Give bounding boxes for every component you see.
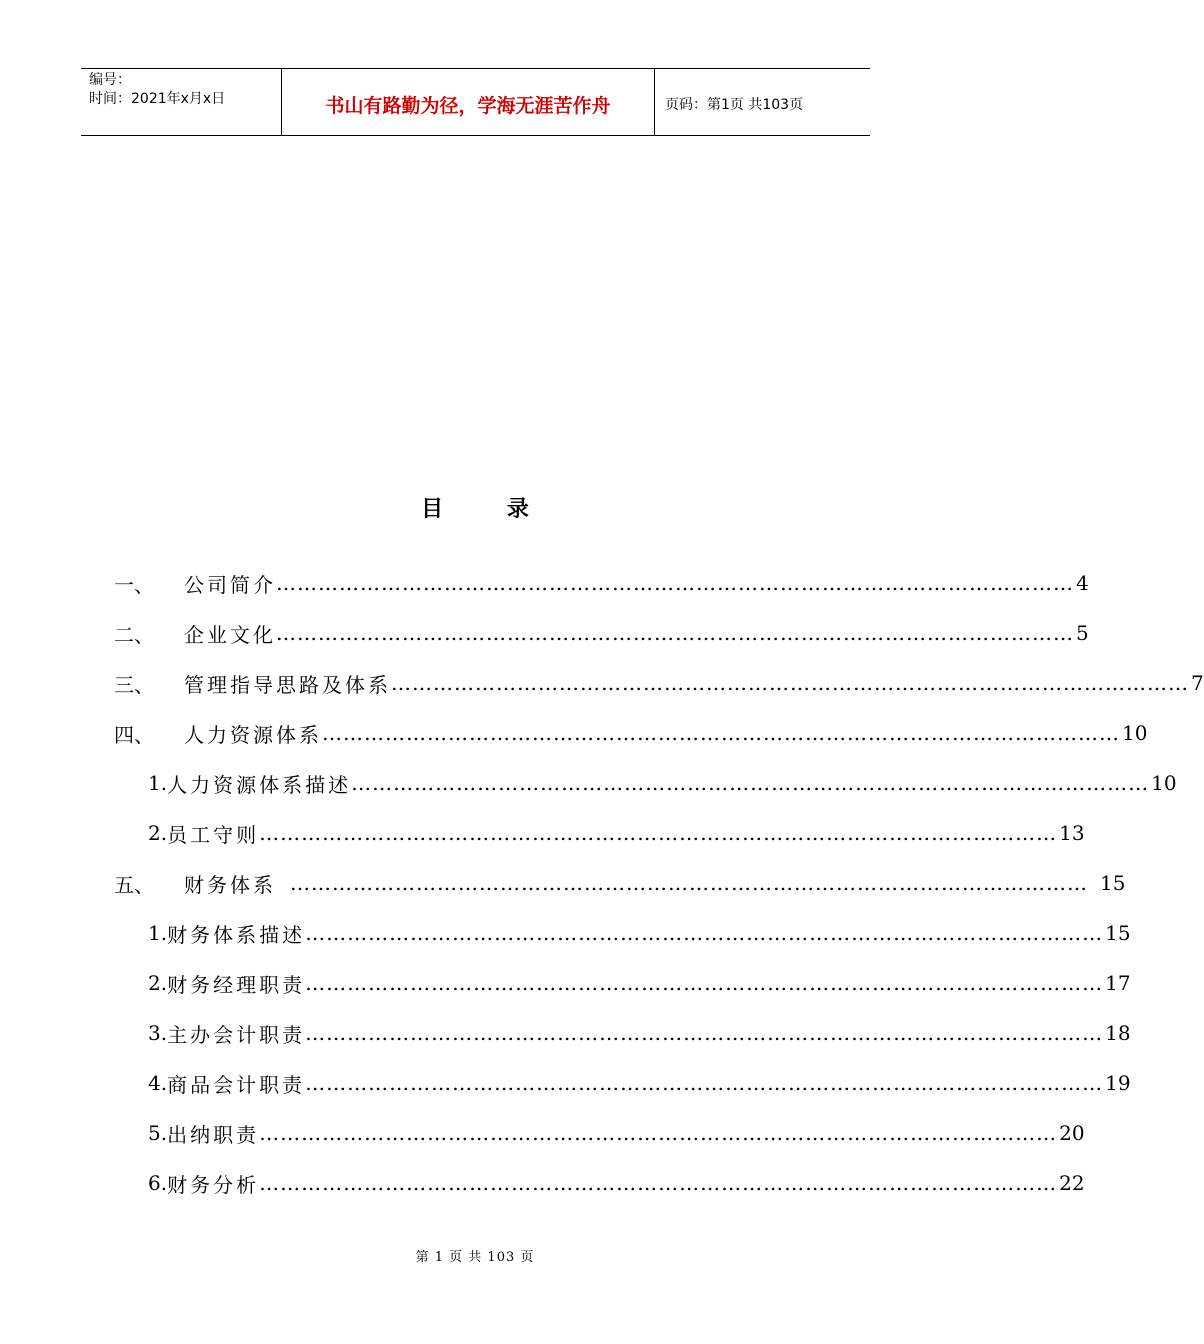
toc-entry-leader: …………………………………………………………………………………………………… — [259, 1121, 1058, 1145]
page-header — [81, 68, 870, 136]
toc-entry-number: 五、 — [114, 872, 154, 897]
toc-entry-leader: …………………………………………………………………………………………………… — [259, 821, 1058, 845]
toc-entry-label: 财务体系描述 — [167, 922, 306, 947]
toc-entry-page: 20 — [1059, 1121, 1085, 1145]
toc-entry-label: 员工守则 — [167, 822, 260, 847]
toc-entry-number: 3. — [148, 1021, 168, 1045]
toc-entry-number: 1. — [148, 771, 168, 795]
toc-entry-page: 22 — [1059, 1171, 1085, 1195]
toc-entry-leader: …………………………………………………………………………………………………… — [276, 621, 1074, 645]
toc-entry-number: 一、 — [114, 572, 154, 597]
toc-subentry[interactable] — [148, 1068, 1131, 1098]
toc-subentry[interactable] — [148, 968, 1131, 998]
toc-entry-number: 四、 — [114, 722, 154, 747]
toc-entry-page: 15 — [1105, 921, 1131, 945]
toc-subentry[interactable] — [148, 1018, 1131, 1048]
toc-entry-leader: …………………………………………………………………………………………………… — [391, 671, 1189, 695]
toc-entry-number: 三、 — [114, 672, 154, 697]
toc-entry-leader: …………………………………………………………………………………………………… — [305, 1071, 1104, 1095]
toc-entry-number: 2. — [148, 821, 168, 845]
header-page-info: 页码：第1页 共103页 — [665, 97, 804, 113]
toc-entry-label: 管理指导思路及体系 — [184, 672, 391, 697]
toc-entry-number: 1. — [148, 921, 168, 945]
toc-entry-leader: …………………………………………………………………………………………………… — [351, 771, 1150, 795]
toc-entry-page: 15 — [1100, 871, 1126, 895]
toc-subentry[interactable] — [148, 1118, 1085, 1148]
toc-subentry[interactable] — [148, 1168, 1085, 1198]
toc-entry-number: 4. — [148, 1071, 168, 1095]
toc-title: 目 录 — [421, 496, 557, 522]
toc-entry-number: 5. — [148, 1121, 168, 1145]
toc-entry-leader: …………………………………………………………………………………………………… — [305, 921, 1104, 945]
toc-subentry[interactable] — [148, 768, 1177, 798]
toc-entry-leader: …………………………………………………………………………………………………… — [276, 571, 1074, 595]
toc-entry-label: 出纳职责 — [167, 1122, 260, 1147]
toc-entry-page: 18 — [1105, 1021, 1131, 1045]
toc-entry-page: 13 — [1059, 821, 1085, 845]
toc-entry-number: 二、 — [114, 622, 154, 647]
page-footer: 第 1 页 共 103 页 — [415, 1250, 535, 1265]
toc-entry-page: 19 — [1105, 1071, 1131, 1095]
toc-subentry[interactable] — [148, 818, 1085, 848]
toc-entry[interactable] — [114, 668, 1204, 698]
header-motto: 书山有路勤为径，学海无涯苦作舟 — [282, 69, 655, 135]
toc-entry[interactable] — [114, 618, 1089, 648]
toc-entry[interactable] — [114, 568, 1089, 598]
toc-entry-label: 财务经理职责 — [167, 972, 306, 997]
toc-entry-number: 6. — [148, 1171, 168, 1195]
toc-entry-label: 人力资源体系 — [184, 722, 322, 747]
toc-entry-page: 17 — [1105, 971, 1131, 995]
toc-entry-page: 5 — [1076, 621, 1089, 645]
toc-entry-label: 主办会计职责 — [167, 1022, 306, 1047]
document-time-label: 时间：2021年x月x日 — [89, 91, 226, 107]
document-number-label: 编号： — [89, 72, 131, 88]
toc-entry-label: 人力资源体系描述 — [167, 772, 352, 797]
toc-entry-leader: …………………………………………………………………………………………………… — [259, 1171, 1058, 1195]
toc-subentry[interactable] — [148, 918, 1131, 948]
toc-entry-label: 公司简介 — [184, 572, 276, 597]
toc-entry-page: 10 — [1151, 771, 1177, 795]
toc-entry-page: 4 — [1076, 571, 1089, 595]
toc-entry-leader: …………………………………………………………………………………………………… — [290, 871, 1088, 895]
toc-entry-number: 2. — [148, 971, 168, 995]
toc-entry-page: 7 — [1191, 671, 1204, 695]
header-meta — [81, 69, 282, 135]
toc-entry-label: 财务体系 — [184, 872, 276, 897]
toc-entry-label: 企业文化 — [184, 622, 276, 647]
toc-entry-leader: …………………………………………………………………………………………………… — [305, 1021, 1104, 1045]
toc-entry[interactable] — [114, 718, 1148, 748]
toc-entry-leader: …………………………………………………………………………………………………… — [322, 721, 1120, 745]
toc-entry-leader: …………………………………………………………………………………………………… — [305, 971, 1104, 995]
toc-entry[interactable] — [114, 868, 1126, 898]
toc-entry-page: 10 — [1122, 721, 1148, 745]
toc-entry-label: 财务分析 — [167, 1172, 260, 1197]
toc-entry-label: 商品会计职责 — [167, 1072, 306, 1097]
